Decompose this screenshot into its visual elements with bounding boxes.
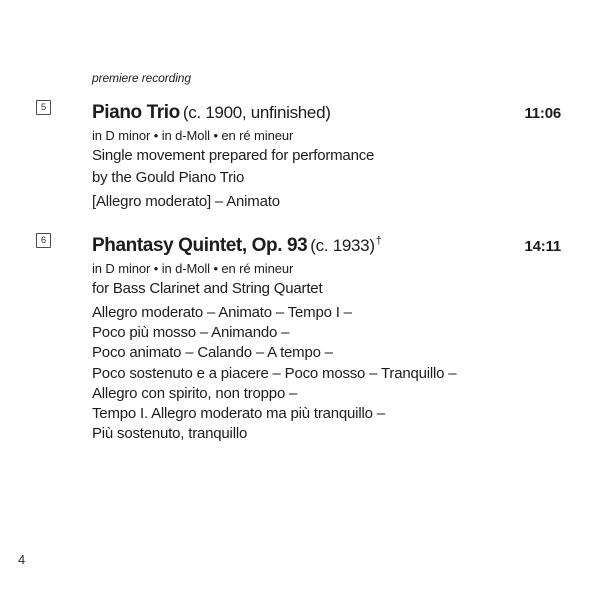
movement-line: Poco sostenuto e a piacere – Poco mosso – Tranquillo –: [92, 364, 457, 382]
track-movements: [92, 192, 561, 212]
track-description-line: Single movement prepared for performance: [92, 147, 375, 164]
track-entry: [0, 97, 600, 212]
track-number-badge: 5: [36, 100, 51, 115]
track-duration: 14:11: [524, 238, 561, 255]
track-title: Piano Trio: [92, 102, 180, 123]
track-number-badge: 6: [36, 233, 51, 248]
track-title-row: [92, 97, 561, 125]
track-key-line: in D minor • in d-Moll • en ré mineur: [92, 261, 294, 276]
movement-line: Poco animato – Calando – A tempo –: [92, 344, 333, 362]
track-entry: [0, 230, 600, 444]
track-title-row: [92, 230, 561, 258]
track-title-group: [92, 230, 382, 258]
track-description: [92, 278, 561, 300]
movement-line: Più sostenuto, tranquillo: [92, 425, 248, 443]
page-number: 4: [18, 552, 26, 567]
track-description-line: by the Gould Piano Trio: [92, 169, 245, 186]
premiere-note: premiere recording: [92, 71, 191, 85]
track-movements: [92, 303, 561, 444]
movement-line: [Allegro moderato] – Animato: [92, 193, 280, 210]
footnote-marker: †: [375, 235, 382, 247]
track-description: [92, 145, 561, 189]
track-date: (c. 1900, unfinished): [182, 103, 331, 122]
movement-line: Allegro con spirito, non troppo –: [92, 384, 298, 402]
movement-line: Poco più mosso – Animando –: [92, 324, 290, 342]
track-key-line: in D minor • in d-Moll • en ré mineur: [92, 128, 294, 143]
track-date: (c. 1933): [310, 236, 375, 255]
track-description-line: for Bass Clarinet and String Quartet: [92, 280, 323, 297]
track-title-group: [92, 97, 332, 125]
track-duration: 11:06: [524, 105, 561, 122]
track-title: Phantasy Quintet, Op. 93: [92, 235, 308, 256]
movement-line: Allegro moderato – Animato – Tempo I –: [92, 304, 352, 321]
movement-line: Tempo I. Allegro moderato ma più tranquillo –: [92, 405, 385, 423]
